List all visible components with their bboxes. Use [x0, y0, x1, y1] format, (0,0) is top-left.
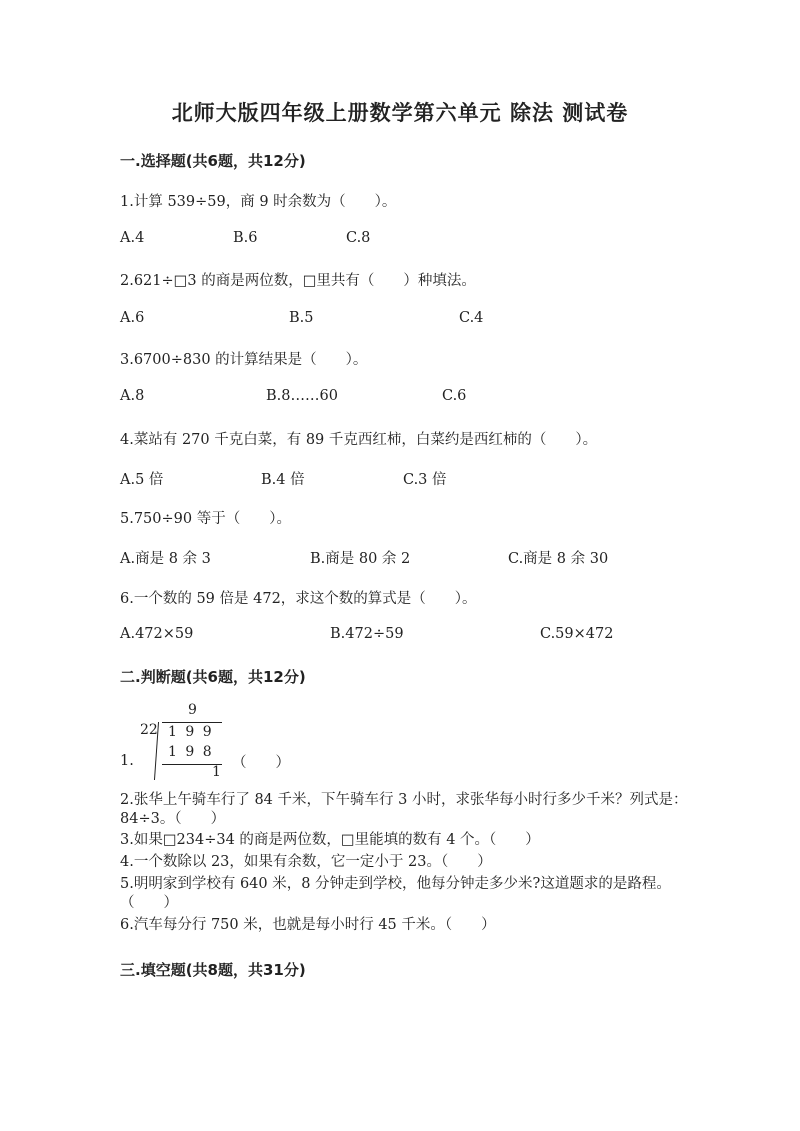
section-heading-judge: 二.判断题(共6题，共12分)	[120, 668, 306, 686]
option-b: B.8……60	[266, 388, 338, 404]
option-c: C.59×472	[540, 626, 614, 642]
section-heading-fill: 三.填空题(共8题，共31分)	[120, 961, 306, 979]
question-text: 3.6700÷830 的计算结果是（ ）。	[120, 352, 368, 368]
division-quotient: 9	[188, 702, 197, 718]
option-a: A.5 倍	[120, 472, 164, 488]
division-divisor: 22	[140, 722, 158, 738]
question-text: 1.计算 539÷59，商 9 时余数为（ ）。	[120, 194, 397, 210]
option-b: B.472÷59	[330, 626, 404, 642]
division-remainder: 1	[212, 764, 221, 780]
option-a: A.8	[120, 388, 145, 404]
long-division-figure	[140, 700, 240, 782]
judge-item-number: 1.	[120, 753, 134, 769]
division-product: 1 9 8	[168, 744, 214, 760]
option-a: A.472×59	[120, 626, 194, 642]
option-a: A.6	[120, 310, 145, 326]
option-b: B.6	[233, 230, 258, 246]
page-title: 北师大版四年级上册数学第六单元 除法 测试卷	[171, 101, 629, 125]
option-a: A.4	[120, 230, 145, 246]
option-c: C.商是 8 余 30	[508, 551, 609, 567]
option-c: C.4	[459, 310, 484, 326]
division-bar	[162, 722, 222, 723]
question-text: 6.一个数的 59 倍是 472，求这个数的算式是（ ）。	[120, 591, 477, 607]
judge-item: 2.张华上午骑车行了 84 千米，下午骑车行 3 小时，求张华每小时行多少千米？列式是：84÷3。（ ）	[120, 792, 688, 827]
judge-item: 4.一个数除以 23，如果有余数，它一定小于 23。（ ）	[120, 854, 492, 870]
option-c: C.3 倍	[403, 472, 447, 488]
option-c: C.8	[346, 230, 371, 246]
option-c: C.6	[442, 388, 467, 404]
judge-item-blank: （ ）	[232, 755, 290, 771]
option-b: B.商是 80 余 2	[310, 551, 411, 567]
question-text: 5.750÷90 等于（ ）。	[120, 511, 291, 527]
judge-item: 5.明明家到学校有 640 米，8 分钟走到学校，他每分钟走多少米?这道题求的是路程。（ ）	[120, 876, 671, 911]
judge-item: 6.汽车每分行 750 米，也就是每小时行 45 千米。（ ）	[120, 917, 496, 933]
option-b: B.5	[289, 310, 314, 326]
section-heading-choice: 一.选择题(共6题，共12分)	[120, 152, 306, 170]
question-text: 4.菜站有 270 千克白菜，有 89 千克西红柿，白菜约是西红柿的（ ）。	[120, 432, 598, 448]
question-text: 2.621÷□3 的商是两位数，□里共有（ ）种填法。	[120, 273, 476, 289]
judge-item: 3.如果□234÷34 的商是两位数，□里能填的数有 4 个。（ ）	[120, 832, 540, 848]
option-a: A.商是 8 余 3	[120, 551, 211, 567]
option-b: B.4 倍	[261, 472, 305, 488]
division-dividend: 1 9 9	[168, 724, 214, 740]
